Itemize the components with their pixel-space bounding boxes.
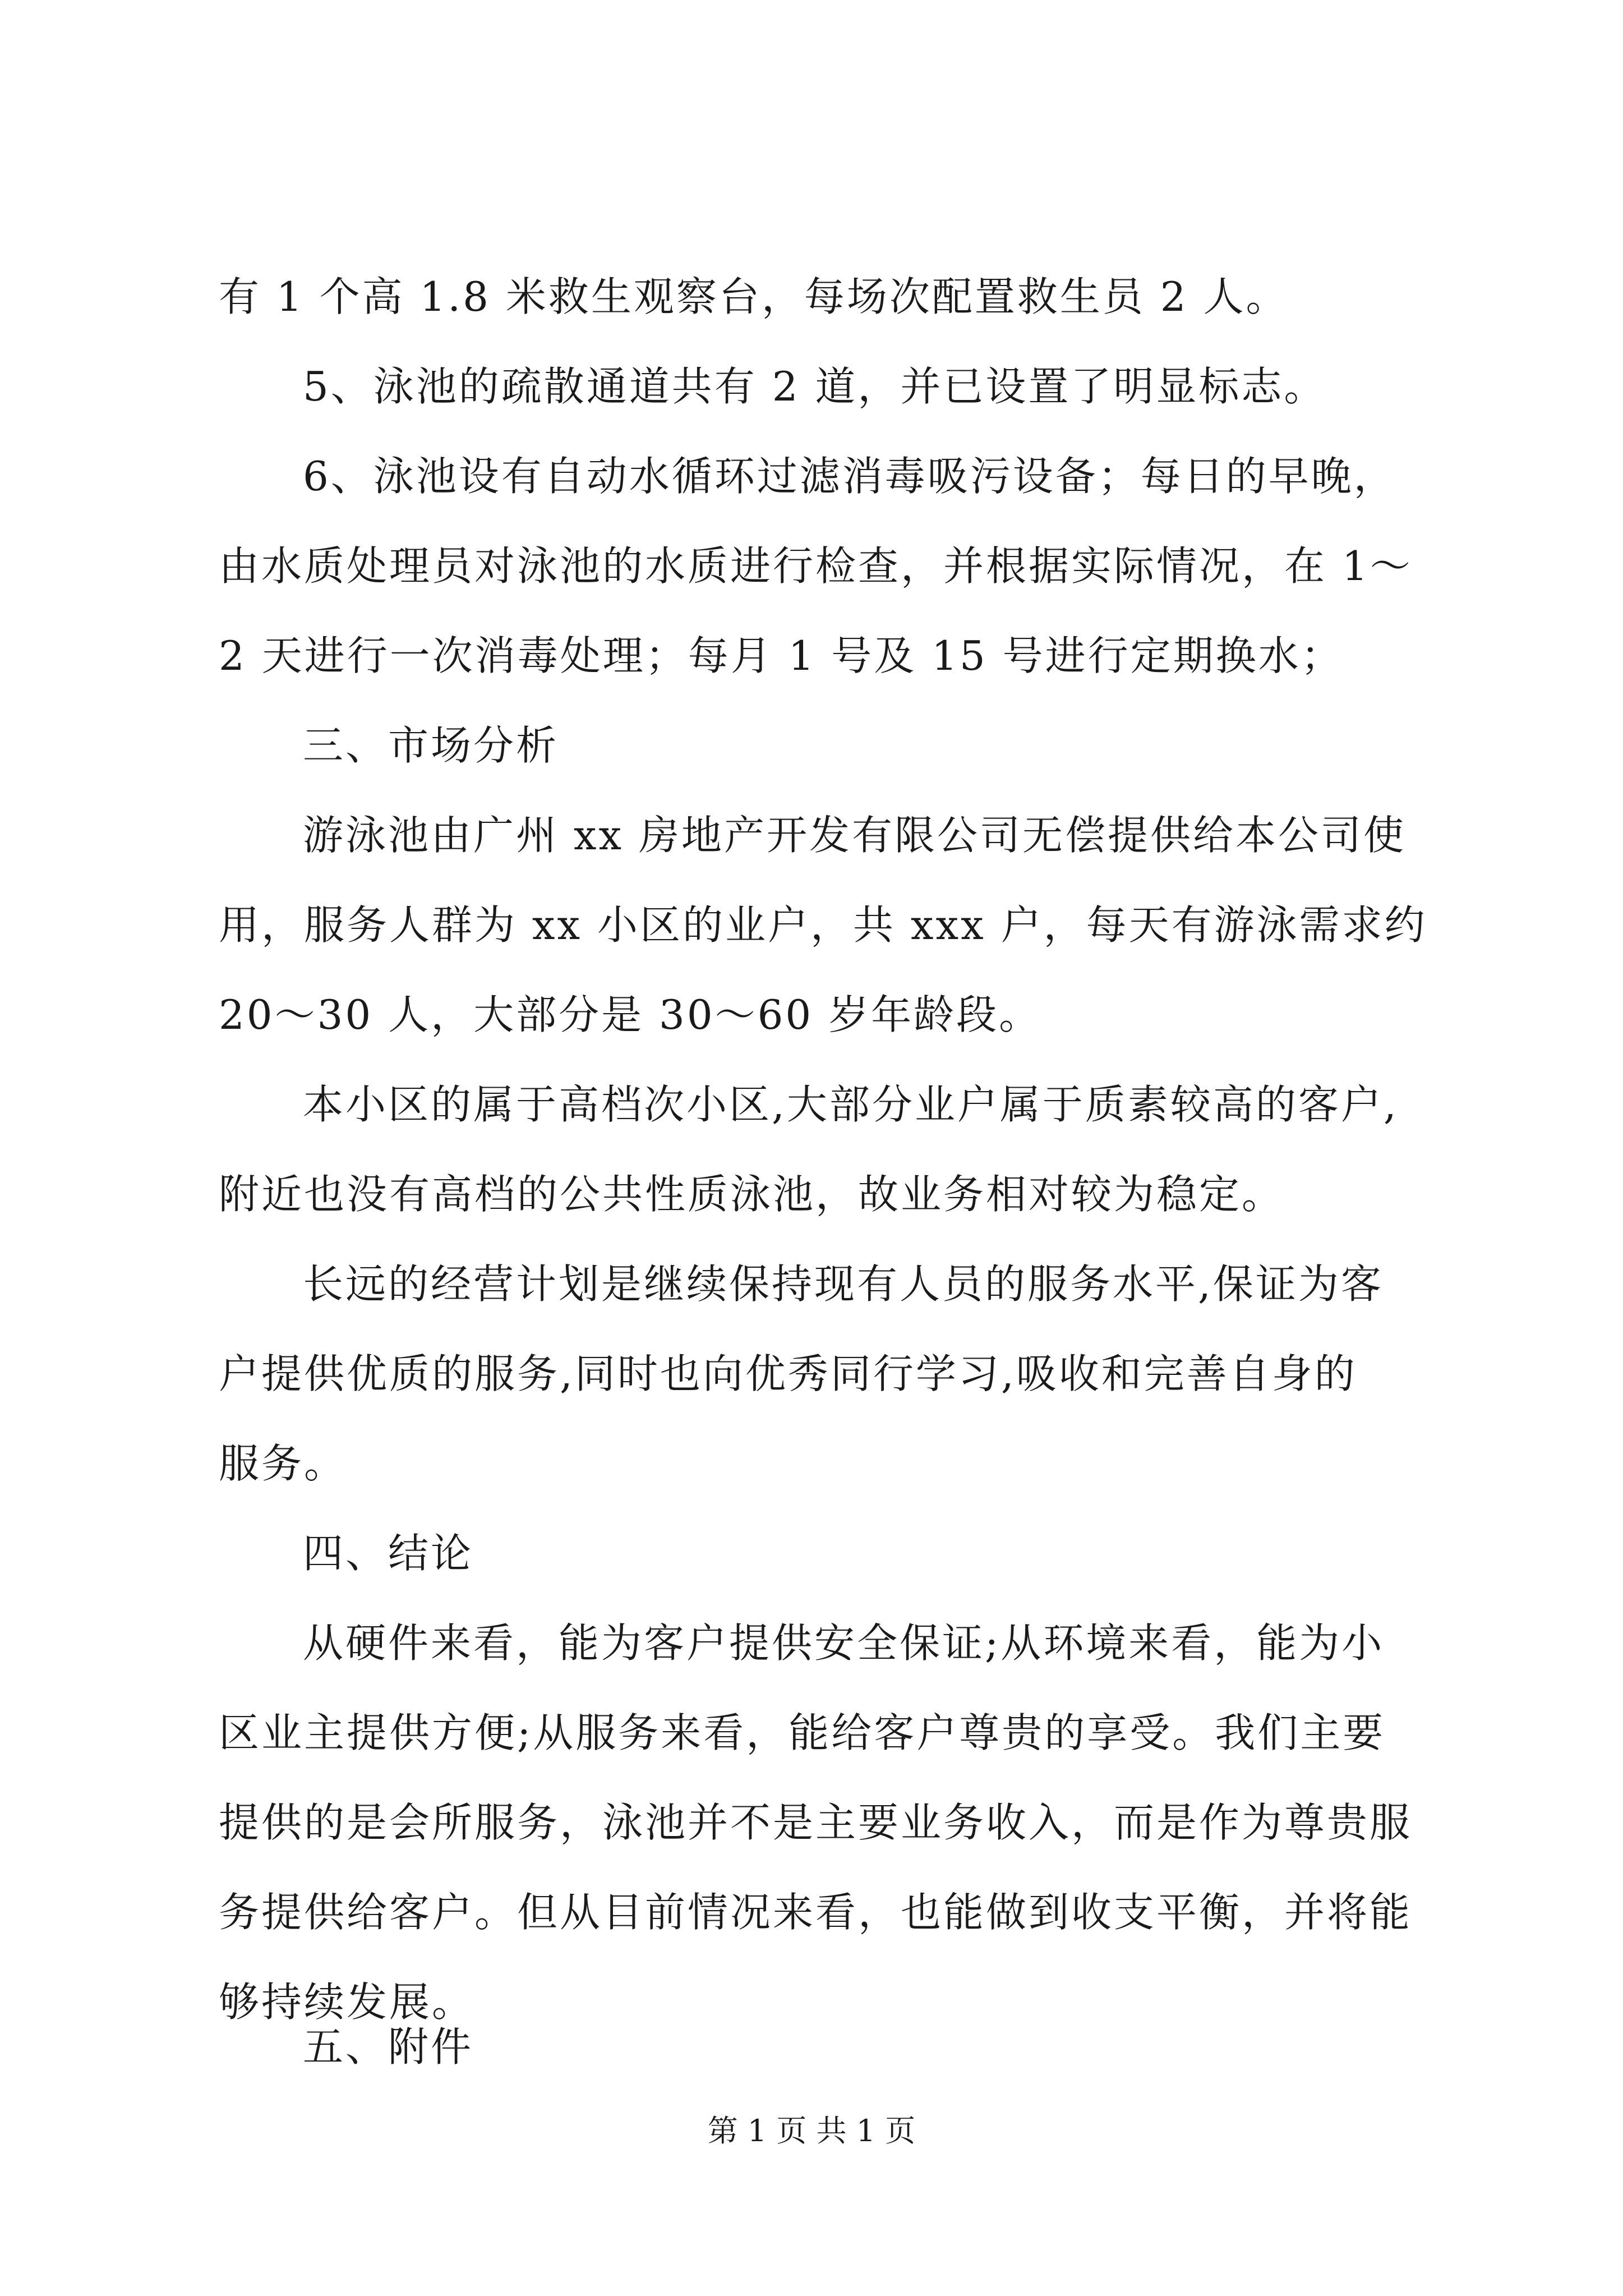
paragraph-line: 区业主提供方便;从服务来看，能给客户尊贵的享受。我们主要 <box>219 1709 1386 1756</box>
paragraph-line: 附近也没有高档的公共性质泳池，故业务相对较为稳定。 <box>219 1171 1285 1218</box>
paragraph-line: 务提供给客户。但从目前情况来看，也能做到收支平衡，并将能 <box>219 1889 1413 1936</box>
section-heading: 三、市场分析 <box>303 722 559 769</box>
paragraph-line: 20～30 人，大部分是 30～60 岁年龄段。 <box>219 991 1042 1038</box>
paragraph-line: 从硬件来看，能为客户提供安全保证;从环境来看，能为小 <box>303 1619 1385 1667</box>
paragraph-line: 户提供优质的服务,同时也向优秀同行学习,吸收和完善自身的 <box>219 1350 1357 1397</box>
paragraph-line: 由水质处理员对泳池的水质进行检查，并根据实际情况，在 1～ <box>219 542 1413 590</box>
paragraph-line: 长远的经营计划是继续保持现有人员的服务水平,保证为客 <box>303 1260 1384 1308</box>
paragraph-line: 服务。 <box>219 1440 347 1487</box>
paragraph-line: 有 1 个高 1.8 米救生观察台，每场次配置救生员 2 人。 <box>219 273 1289 320</box>
paragraph-line: 游泳池由广州 xx 房地产开发有限公司无偿提供给本公司使 <box>303 812 1406 859</box>
page-footer: 第 1 页 共 1 页 <box>707 2113 916 2148</box>
paragraph-line: 用，服务人群为 xx 小区的业户，共 xxx 户，每天有游泳需求约 <box>219 901 1427 949</box>
paragraph-line: 2 天进行一次消毒处理；每月 1 号及 15 号进行定期换水； <box>219 632 1344 679</box>
section-heading: 五、附件 <box>303 2023 474 2070</box>
paragraph-line: 提供的是会所服务，泳池并不是主要业务收入，而是作为尊贵服 <box>219 1799 1413 1846</box>
paragraph-line: 本小区的属于高档次小区,大部分业户属于质素较高的客户, <box>303 1081 1399 1128</box>
section-heading: 四、结论 <box>303 1530 474 1577</box>
paragraph-line: 够持续发展。 <box>219 1978 475 2026</box>
paragraph-line: 6、泳池设有自动水循环过滤消毒吸污设备；每日的早晚， <box>303 453 1396 500</box>
paragraph-line: 5、泳池的疏散通道共有 2 道，并已设置了明显标志。 <box>303 363 1327 410</box>
